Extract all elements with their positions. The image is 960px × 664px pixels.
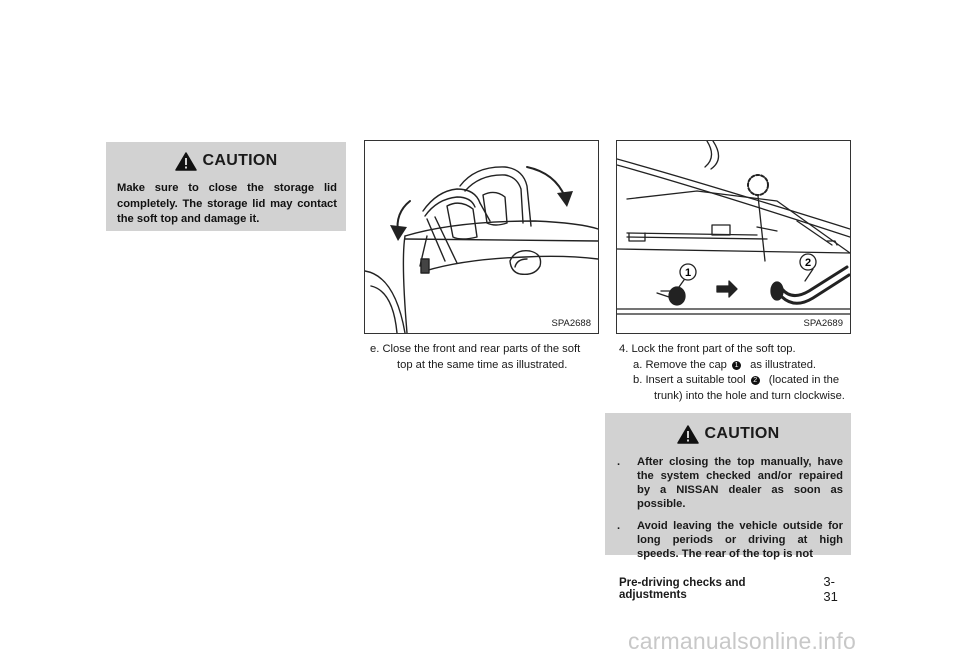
caution-list — [605, 455, 851, 561]
callout-2-label: 2 — [804, 257, 812, 269]
figure-code: SPA2688 — [551, 318, 591, 329]
step-4b-before: b. Insert a suitable tool — [633, 374, 746, 387]
list-bullet: . — [617, 520, 621, 532]
warning-icon — [175, 152, 197, 171]
caution-title: CAUTION — [704, 425, 780, 442]
caution-heading — [605, 413, 851, 445]
page-number: 3-31 — [823, 574, 838, 604]
page-footer — [619, 574, 849, 604]
figure-code: SPA2689 — [803, 318, 843, 329]
cap-removal-illustration — [616, 140, 851, 334]
step-4a — [619, 358, 859, 374]
caution-text: Make sure to close the storage lid completely. The storage lid may contact the soft top and damage it. — [117, 182, 337, 226]
caution-box-manual-top — [605, 413, 851, 560]
step-4a-before: a. Remove the cap — [633, 358, 727, 371]
callout-1-label: 1 — [684, 267, 692, 279]
warning-icon — [677, 425, 699, 444]
front-header-drawing — [617, 141, 850, 333]
step-e-line1: e. Close the front and rear parts of the soft — [370, 343, 581, 355]
callout-2-ref: 2 — [751, 376, 760, 385]
step-4-heading: 4. Lock the front part of the soft top. — [619, 343, 796, 355]
step-4-text — [619, 342, 859, 404]
caution-heading — [106, 142, 346, 172]
list-item — [617, 455, 843, 511]
step-4b-after: (located in the — [768, 374, 840, 387]
list-item-text: After closing the top manually, have the system checked and/or repaired by a NISSAN dealer as soon as possible. — [637, 456, 843, 510]
list-item — [617, 519, 843, 561]
step-4a-after: as illustrated. — [750, 358, 817, 371]
section-title: Pre-driving checks and adjustments — [619, 577, 746, 601]
caution-title: CAUTION — [202, 152, 278, 169]
callout-1-ref: 1 — [732, 361, 741, 370]
list-item-text: Avoid leaving the vehicle outside for long periods or driving at high speeds. The rear of the top is not — [637, 520, 843, 560]
list-bullet: . — [617, 456, 621, 468]
car-soft-top-drawing — [365, 141, 598, 333]
watermark: carmanualsonline.info — [628, 628, 856, 654]
step-e-text — [370, 342, 604, 373]
caution-box-storage-lid — [106, 142, 346, 231]
soft-top-closing-illustration — [364, 140, 599, 334]
step-4b-line2: trunk) into the hole and turn clockwise. — [654, 389, 845, 402]
step-4b — [619, 373, 859, 389]
step-e-line2: top at the same time as illustrated. — [397, 358, 568, 371]
